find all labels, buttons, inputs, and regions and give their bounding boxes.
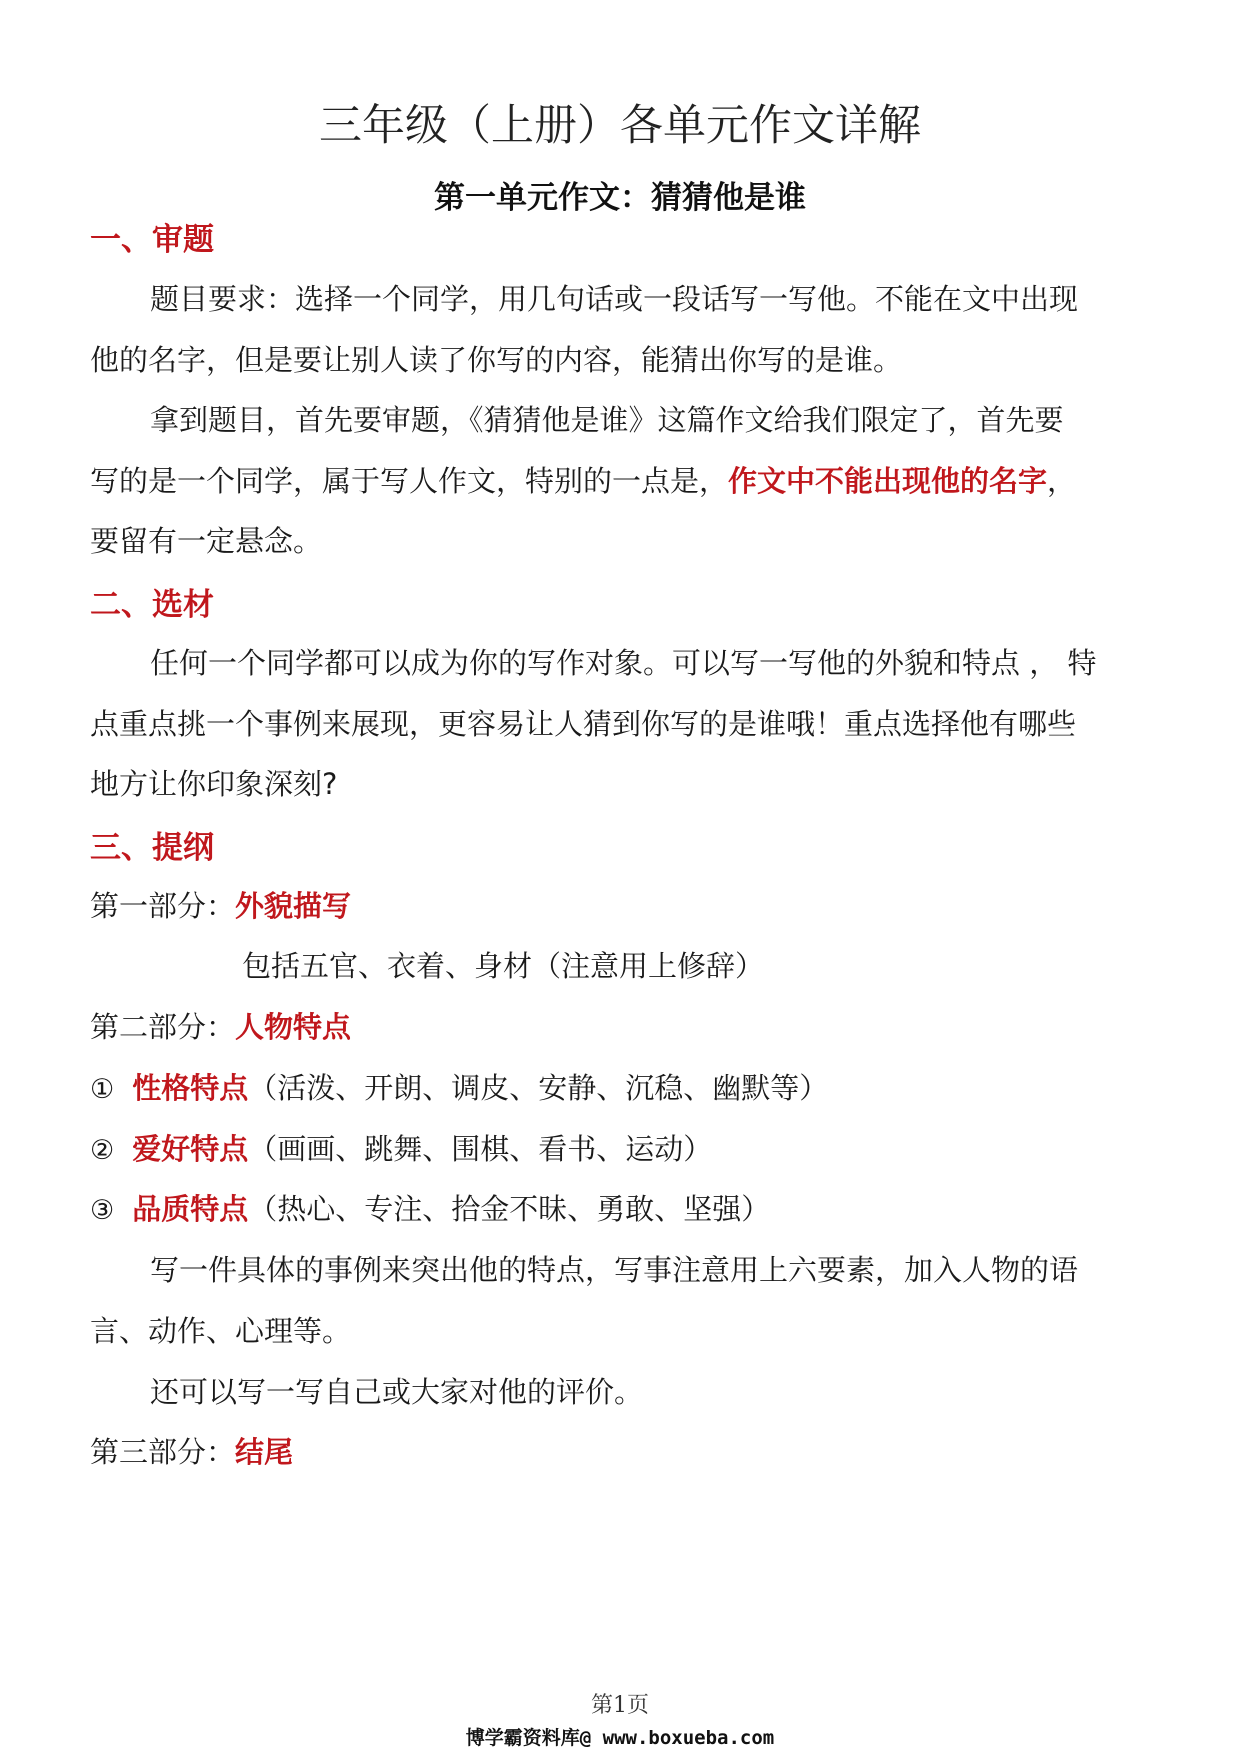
list-item bbox=[90, 1127, 712, 1168]
item-number: ③ bbox=[90, 1195, 115, 1226]
outline-part-1 bbox=[90, 884, 351, 925]
part-label: 第二部分： bbox=[90, 1010, 236, 1044]
item-number: ② bbox=[90, 1135, 115, 1166]
section-heading-xuancai: 二、选材 bbox=[90, 587, 214, 623]
footer-watermark: 博学霸资料库@ www.boxueba.com bbox=[465, 1727, 775, 1749]
part-detail: 包括五官、衣着、身材（注意用上修辞） bbox=[242, 949, 765, 983]
part-label: 第三部分： bbox=[90, 1435, 236, 1469]
outline-part-3 bbox=[90, 1430, 293, 1471]
paragraph-line: 他的名字，但是要让别人读了你写的内容，能猜出你写的是谁。 bbox=[90, 343, 903, 377]
paragraph-line: 要留有一定悬念。 bbox=[90, 524, 323, 558]
paragraph-line: 地方让你印象深刻? bbox=[90, 767, 338, 801]
item-number: ① bbox=[90, 1074, 115, 1105]
part-label: 第一部分： bbox=[90, 889, 236, 923]
paragraph-line: 题目要求：选择一个同学，用几句话或一段话写一写他。不能在文中出现 bbox=[150, 282, 1079, 316]
page-number: 第1页 bbox=[591, 1693, 649, 1718]
paragraph-text: 写的是一个同学，属于写人作文，特别的一点是， bbox=[90, 464, 729, 498]
paragraph-line: 点重点挑一个事例来展现，更容易让人猜到你写的是谁哦！重点选择他有哪些 bbox=[90, 707, 1077, 741]
part-title: 人物特点 bbox=[235, 1010, 352, 1044]
paragraph-line: 任何一个同学都可以成为你的写作对象。可以写一写他的外貌和特点 ， 特 bbox=[150, 646, 1097, 680]
item-title: 品质特点 bbox=[132, 1192, 249, 1226]
item-detail: （活泼、开朗、调皮、安静、沉稳、幽默等） bbox=[248, 1071, 829, 1105]
list-item bbox=[90, 1187, 770, 1228]
paragraph-line: 还可以写一写自己或大家对他的评价。 bbox=[150, 1375, 644, 1409]
outline-part-2 bbox=[90, 1005, 351, 1046]
item-title: 爱好特点 bbox=[132, 1132, 249, 1166]
paragraph-line: 写一件具体的事例来突出他的特点，写事注意用上六要素，加入人物的语 bbox=[150, 1253, 1079, 1287]
item-detail: （热心、专注、拾金不昧、勇敢、坚强） bbox=[248, 1192, 771, 1226]
list-item bbox=[90, 1066, 828, 1107]
item-title: 性格特点 bbox=[132, 1071, 249, 1105]
section-heading-shenti: 一、审题 bbox=[90, 222, 214, 258]
document-subtitle: 第一单元作文：猜猜他是谁 bbox=[434, 180, 806, 216]
item-detail: （画画、跳舞、围棋、看书、运动） bbox=[248, 1132, 713, 1166]
paragraph-text: ， bbox=[1047, 464, 1077, 498]
paragraph-line: 拿到题目，首先要审题，《猜猜他是谁》这篇作文给我们限定了，首先要 bbox=[150, 403, 1064, 437]
section-heading-tigang: 三、提纲 bbox=[90, 830, 214, 866]
highlight-text: 作文中不能出现他的名字 bbox=[728, 464, 1048, 498]
document-title: 三年级（上册）各单元作文详解 bbox=[319, 101, 921, 151]
part-title: 外貌描写 bbox=[235, 889, 352, 923]
paragraph-line: 言、动作、心理等。 bbox=[90, 1314, 352, 1348]
paragraph-line-mixed bbox=[90, 459, 1076, 500]
part-title: 结尾 bbox=[235, 1435, 294, 1469]
